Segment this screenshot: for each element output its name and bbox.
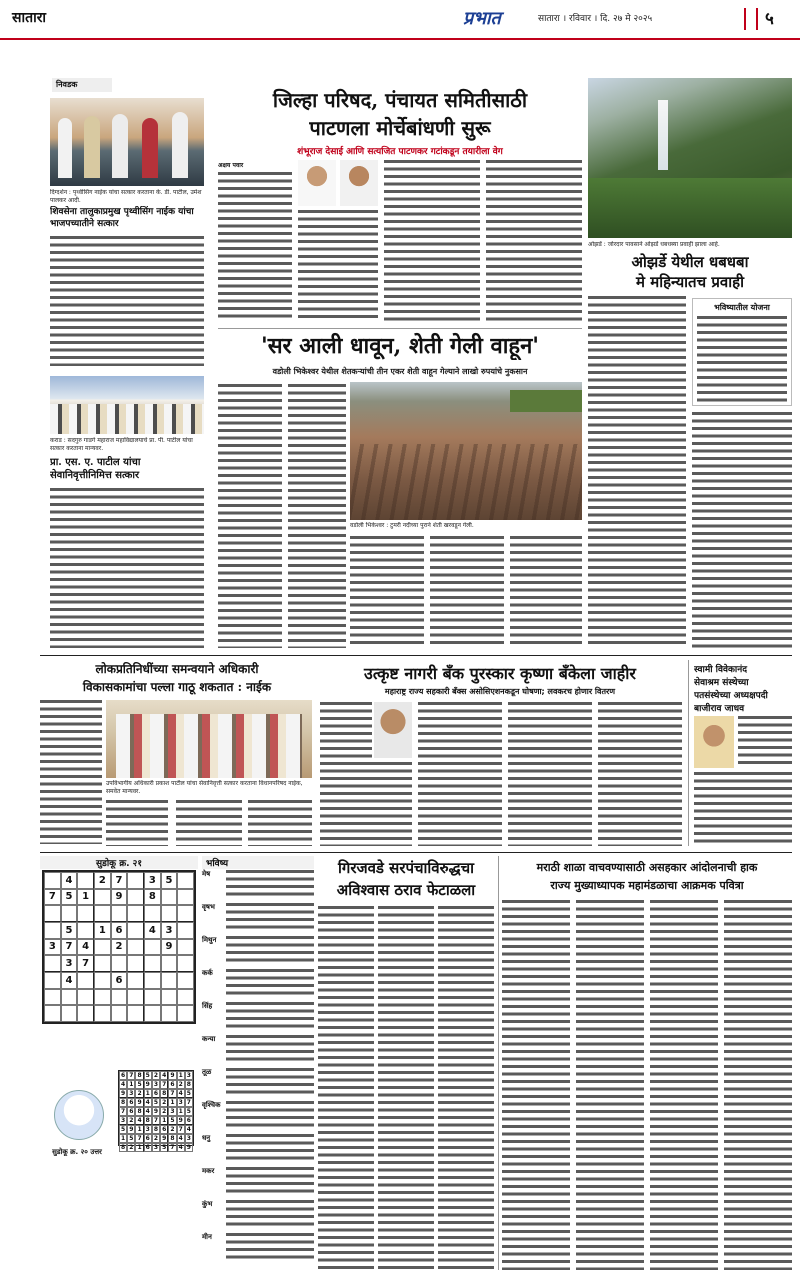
girwade-col3 [438, 906, 494, 1270]
photo-krishna-bank [374, 702, 412, 758]
sudoku-cell[interactable] [161, 989, 178, 1006]
sudoku-cell[interactable]: 5 [61, 922, 78, 939]
sudoku-answer-cell: 1 [135, 1143, 143, 1152]
horoscope-entry [202, 1101, 314, 1132]
sudoku-cell[interactable] [144, 939, 161, 956]
sudoku-cell[interactable]: 6 [111, 972, 128, 989]
second-col2 [288, 384, 346, 648]
tag-nivdak: निवडक [52, 78, 112, 92]
sudoku-cell[interactable] [77, 922, 94, 939]
sudoku-answer-cell: 8 [152, 1125, 160, 1134]
sudoku-cell[interactable] [111, 905, 128, 922]
ozarde-headline-2: मे महिन्यातच प्रवाही [636, 273, 744, 291]
second-headline: 'सर आली धावून, शेती गेली वाहून' [260, 333, 540, 359]
horoscope-text [226, 1002, 314, 1032]
sudoku-cell[interactable] [127, 872, 144, 889]
article-left1 [50, 236, 204, 366]
sudoku-cell[interactable] [94, 989, 111, 1006]
edition-line: सातारा । रविवार । दि. २७ मे २०२५ [538, 14, 653, 24]
sudoku-cell[interactable] [127, 939, 144, 956]
sudoku-cell[interactable] [44, 872, 61, 889]
sudoku-answer-cell: 1 [177, 1107, 185, 1116]
sudoku-answer-cell: 2 [160, 1098, 168, 1107]
sudoku-answer-cell: 4 [144, 1098, 152, 1107]
sudoku-answer-cell: 7 [135, 1134, 143, 1143]
photo-group-college [50, 376, 204, 434]
horoscope-sign: धनु [202, 1134, 211, 1142]
lead-headline-2: पाटणला मोर्चेबांधणी सुरू [309, 116, 491, 140]
sudoku-cell[interactable]: 2 [111, 939, 128, 956]
sudoku-cell[interactable]: 3 [44, 939, 61, 956]
horoscope-sign: कुंभ [202, 1200, 213, 1208]
sudoku-answer-cell: 9 [185, 1143, 193, 1152]
horoscope-text [226, 1233, 314, 1263]
sudoku-answer-cell: 8 [135, 1071, 143, 1080]
sudoku-answer-cell: 5 [152, 1098, 160, 1107]
photo-shambhuraj-desai [298, 160, 336, 206]
sudoku-cell[interactable] [127, 922, 144, 939]
sudoku-cell[interactable]: 7 [111, 872, 128, 889]
naik-headline-1: लोकप्रतिनिधींच्या समन्वयाने अधिकारी [95, 662, 259, 676]
naik-col1 [40, 700, 102, 844]
horoscope-entry [202, 1035, 314, 1066]
horoscope-entry [202, 1068, 314, 1099]
sudoku-cell[interactable]: 6 [111, 922, 128, 939]
sidebar-title: भविष्यातील योजना [714, 303, 770, 312]
sudoku-cell[interactable] [44, 905, 61, 922]
photo-satyajit-patankar [340, 160, 378, 206]
sudoku-answer-cell: 5 [185, 1107, 193, 1116]
girwade-col1 [318, 906, 374, 1270]
sudoku-cell[interactable] [44, 989, 61, 1006]
sudoku-cell[interactable]: 8 [144, 889, 161, 906]
sudoku-answer-cell: 2 [152, 1134, 160, 1143]
photo-retirement-event [106, 700, 312, 778]
horoscope-sign: मकर [202, 1167, 215, 1175]
horoscope-text [226, 1101, 314, 1131]
bank-col4 [598, 702, 682, 846]
sudoku-answer-cell: 4 [160, 1071, 168, 1080]
sidebar-text [697, 316, 787, 402]
sudoku-answer-cell: 5 [185, 1089, 193, 1098]
bank-headline: उत्कृष्ट नागरी बँक पुरस्कार कृष्णा बँकेला जाहीर [364, 664, 636, 683]
horoscope-text [226, 1035, 314, 1065]
headline-left1: शिवसेना तालुकाप्रमुख पृथ्वीसिंग नाईक यांचा भाजपच्यातीने सत्कार [50, 207, 194, 229]
sudoku-cell[interactable] [61, 989, 78, 1006]
second-col1 [218, 384, 282, 648]
sudoku-answer-cell: 8 [160, 1089, 168, 1098]
sudoku-cell[interactable] [77, 905, 94, 922]
sudoku-cell[interactable] [161, 905, 178, 922]
bank-col2 [418, 702, 502, 846]
sudoku-answer-cell: 9 [135, 1098, 143, 1107]
sudoku-answer-cell: 1 [144, 1089, 152, 1098]
sudoku-cell[interactable] [177, 905, 194, 922]
sudoku-cell[interactable] [94, 955, 111, 972]
sudoku-answer-cell: 3 [185, 1134, 193, 1143]
sudoku-answer-cell: 9 [127, 1125, 135, 1134]
sudoku-answer-cell: 6 [144, 1134, 152, 1143]
section-name: सातारा [12, 10, 47, 26]
sudoku-answer-cell: 9 [177, 1116, 185, 1125]
sudoku-answer-cell: 1 [160, 1116, 168, 1125]
sudoku-answer-cell: 5 [144, 1071, 152, 1080]
ozarde-col2 [692, 412, 792, 648]
sudoku-cell[interactable] [111, 955, 128, 972]
horoscope-entry [202, 870, 314, 901]
marathi-headline-2: राज्य मुख्याध्यापक महामंडळाचा आक्रमक पवित्रा [550, 879, 744, 892]
horoscope-entry [202, 969, 314, 1000]
horoscope-entry [202, 903, 314, 934]
naik-headline-2: विकासकामांचा पल्ला गाठू शकतात : नाईक [82, 680, 272, 694]
sudoku-answer-cell: 7 [119, 1107, 127, 1116]
sudoku-answer-cell: 5 [127, 1134, 135, 1143]
marathi-col3 [650, 900, 718, 1270]
sudoku-cell[interactable]: 5 [61, 889, 78, 906]
horoscope-text [226, 903, 314, 933]
horoscope-sign: तूळ [202, 1068, 212, 1076]
page-number: ५ [765, 9, 774, 29]
sudoku-cell[interactable] [77, 972, 94, 989]
girwade-headline-2: अविश्वास ठराव फेटाळला [336, 881, 476, 899]
sudoku-answer-cell: 6 [144, 1143, 152, 1152]
swami-headline-3: पतसंस्थेच्या अध्यक्षपदी [694, 691, 768, 701]
horoscope-sign: मेष [202, 870, 211, 878]
photo-flooded-farm [350, 382, 582, 520]
sudoku-answer-cell: 6 [152, 1089, 160, 1098]
sudoku-answer-cell: 3 [168, 1107, 176, 1116]
sudoku-cell[interactable] [144, 972, 161, 989]
swami-headline-1: स्वामी विवेकानंद [694, 665, 748, 675]
swami-headline-4: बाजीराव जाधव [694, 704, 745, 714]
sudoku-answer-cell: 4 [177, 1134, 185, 1143]
sudoku-answer-cell: 2 [127, 1143, 135, 1152]
sudoku-answer-cell: 6 [127, 1107, 135, 1116]
sudoku-cell[interactable] [94, 1005, 111, 1022]
marathi-headline-1: मराठी शाळा वाचवण्यासाठी असहकार आंदोलनाची हाक [536, 861, 758, 874]
sudoku-answer-cell: 4 [119, 1080, 127, 1089]
sudoku-answer-cell: 2 [127, 1116, 135, 1125]
bank-col1 [320, 702, 372, 758]
sudoku-cell[interactable] [177, 939, 194, 956]
horoscope-text [226, 936, 314, 966]
sudoku-grid[interactable] [42, 870, 196, 1024]
horoscope-entry [202, 1134, 314, 1165]
sudoku-cell[interactable] [177, 872, 194, 889]
sudoku-answer-cell: 1 [177, 1071, 185, 1080]
sudoku-cell[interactable] [44, 955, 61, 972]
sudoku-answer-cell: 7 [152, 1116, 160, 1125]
headline-left2: प्रा. एस. ए. पाटील यांचा सेवानिवृत्तीनिमित्त सत्कार [50, 457, 141, 481]
horoscope-text [226, 1167, 314, 1197]
sudoku-answer-cell: 7 [168, 1089, 176, 1098]
sudoku-cell[interactable] [127, 889, 144, 906]
sudoku-cell[interactable] [111, 1005, 128, 1022]
sudoku-answer-cell: 8 [144, 1116, 152, 1125]
sudoku-answer-cell: 2 [160, 1107, 168, 1116]
horoscope-title: भविष्य [202, 856, 314, 869]
sudoku-cell[interactable] [177, 1005, 194, 1022]
sudoku-answer-cell: 8 [135, 1107, 143, 1116]
second-col5 [510, 536, 582, 648]
sudoku-answer-cell: 2 [152, 1071, 160, 1080]
sudoku-answer-cell: 9 [144, 1080, 152, 1089]
sudoku-answer-cell: 9 [160, 1134, 168, 1143]
masthead-logo: प्रभात [463, 8, 501, 29]
sudoku-cell[interactable] [44, 1005, 61, 1022]
sudoku-cell[interactable] [127, 989, 144, 1006]
sudoku-answer-cell: 2 [168, 1125, 176, 1134]
sudoku-answer-cell: 4 [177, 1143, 185, 1152]
photo-bajirao-jadhav [694, 716, 734, 768]
bank-col1b [320, 762, 412, 846]
sudoku-answer-cell: 7 [177, 1125, 185, 1134]
masthead [0, 0, 800, 40]
sudoku-cell[interactable]: 9 [161, 939, 178, 956]
horoscope-entry [202, 1200, 314, 1231]
naik-col4 [248, 800, 312, 846]
sudoku-cell[interactable]: 7 [44, 889, 61, 906]
horoscope-list [202, 870, 314, 1270]
second-col3 [350, 536, 424, 648]
caption-ozarde: ओझर्डे : जोरदार पावसाने ओझर्डे धबधब्या प्रवाही झाला आहे. [588, 241, 720, 248]
sudoku-cell[interactable] [61, 1005, 78, 1022]
sudoku-answer-cell: 4 [177, 1089, 185, 1098]
sudoku-answer-cell: 7 [160, 1080, 168, 1089]
sudoku-answer-cell: 5 [135, 1080, 143, 1089]
sudoku-answer-grid [118, 1070, 194, 1151]
horoscope-text [226, 1134, 314, 1164]
sudoku-mascot [54, 1090, 104, 1140]
sudoku-cell[interactable] [177, 972, 194, 989]
sudoku-cell[interactable] [177, 989, 194, 1006]
photo-felicitation-naik [50, 98, 204, 186]
sudoku-cell[interactable] [161, 972, 178, 989]
sudoku-answer-cell: 9 [152, 1107, 160, 1116]
sudoku-answer-cell: 8 [119, 1098, 127, 1107]
caption-naik: उपविभागीय अधिकारी प्रकाश पाटील यांचा सेवानिवृत्ती सत्कार करताना विधानपरिषद नाईक, समवेत मान्यवर. [106, 780, 303, 795]
sudoku-answer-cell: 1 [168, 1098, 176, 1107]
sudoku-answer-cell: 4 [135, 1116, 143, 1125]
sudoku-cell[interactable] [161, 889, 178, 906]
sudoku-cell[interactable]: 4 [61, 972, 78, 989]
sudoku-cell[interactable]: 7 [77, 955, 94, 972]
sudoku-answer-cell: 6 [119, 1071, 127, 1080]
bank-subhead: महाराष्ट्र राज्य सहकारी बँक्स असोसिएशनकडून घोषणा; लवकरच होणार वितरण [384, 687, 616, 696]
sudoku-answer-cell: 1 [135, 1125, 143, 1134]
sudoku-cell[interactable] [161, 955, 178, 972]
rule-marathi [498, 856, 499, 1270]
sudoku-cell[interactable] [127, 955, 144, 972]
ozarde-headline-1: ओझर्डे येथील धबधबा [631, 253, 749, 271]
horoscope-text [226, 1068, 314, 1098]
rule-second-top [218, 328, 582, 329]
sudoku-answer-cell: 3 [185, 1071, 193, 1080]
girwade-col2 [378, 906, 434, 1270]
horoscope-entry [202, 1233, 314, 1264]
sudoku-cell[interactable]: 3 [144, 872, 161, 889]
sudoku-answer-cell: 2 [135, 1089, 143, 1098]
horoscope-sign: सिंह [202, 1002, 213, 1010]
sudoku-answer-cell: 7 [185, 1098, 193, 1107]
caption-left2: कराड : सदगुरु गाडगे महाराज महाविद्यालयाचे प्रा. पी. पाटील यांचा सत्कार करताना मान्यवर. [50, 437, 193, 452]
sudoku-answer-cell: 3 [152, 1143, 160, 1152]
sudoku-cell[interactable]: 1 [94, 922, 111, 939]
sudoku-cell[interactable] [77, 872, 94, 889]
sudoku-answer-cell: 6 [127, 1098, 135, 1107]
naik-col2 [106, 800, 168, 846]
naik-col3 [176, 800, 242, 846]
sudoku-answer-cell: 9 [119, 1089, 127, 1098]
horoscope-sign: कर्क [202, 969, 213, 977]
rule-swami [688, 660, 689, 846]
sudoku-answer-cell: 8 [185, 1080, 193, 1089]
sudoku-answer-cell: 6 [168, 1080, 176, 1089]
sudoku-cell[interactable] [161, 1005, 178, 1022]
sudoku-cell[interactable] [61, 905, 78, 922]
lead-col2 [298, 210, 378, 322]
sudoku-answer-cell: 6 [185, 1116, 193, 1125]
marathi-col4 [724, 900, 792, 1270]
sudoku-cell[interactable] [94, 939, 111, 956]
sudoku-cell[interactable]: 3 [61, 955, 78, 972]
lead-byline: अक्षय पवार [218, 162, 244, 169]
sudoku-cell[interactable] [111, 989, 128, 1006]
lead-col4 [486, 160, 582, 322]
horoscope-text [226, 1200, 314, 1230]
horoscope-text [226, 870, 314, 900]
sudoku-answer-title: सुडोकू क्र. २० उत्तर [52, 1148, 102, 1156]
sudoku-cell[interactable] [144, 989, 161, 1006]
sudoku-cell[interactable] [127, 972, 144, 989]
sudoku-answer-cell: 1 [127, 1080, 135, 1089]
sudoku-cell[interactable]: 9 [111, 889, 128, 906]
sudoku-cell[interactable]: 4 [61, 872, 78, 889]
ozarde-col1 [588, 296, 686, 648]
sudoku-answer-cell: 3 [119, 1116, 127, 1125]
sudoku-answer-cell: 8 [119, 1143, 127, 1152]
horoscope-sign: वृश्चिक [202, 1101, 221, 1109]
sudoku-cell[interactable] [77, 1005, 94, 1022]
caption-farm: वडोली भिकेश्वर : टुमरी नदीच्या पुराने शेती खरवडून गेली. [350, 522, 474, 529]
sudoku-cell[interactable] [44, 972, 61, 989]
rule-middle [40, 655, 792, 656]
horoscope-sign: मीन [202, 1233, 212, 1241]
sudoku-cell[interactable] [127, 1005, 144, 1022]
girwade-headline-1: गिरजवडे सरपंचाविरुद्धचा [338, 859, 474, 877]
sudoku-cell[interactable] [94, 889, 111, 906]
lead-headline-1: जिल्हा परिषद, पंचायत समितीसाठी [272, 88, 528, 112]
sudoku-answer-cell: 8 [168, 1134, 176, 1143]
second-subhead: वडोली भिकेश्वर येथील शेतकऱ्यांची तीन एकर शेती वाहून गेल्याने लाखो रुपयांचे नुकसान [272, 367, 528, 376]
rule-lower [40, 852, 792, 853]
sudoku-cell[interactable]: 3 [161, 922, 178, 939]
sudoku-answer-cell: 3 [152, 1080, 160, 1089]
sudoku-cell[interactable] [127, 905, 144, 922]
swami-col1 [738, 716, 792, 768]
swami-headline-2: सेवाश्रम संस्थेच्या [694, 678, 749, 688]
sudoku-cell[interactable] [77, 989, 94, 1006]
article-left2 [50, 488, 204, 648]
swami-col2 [694, 772, 792, 846]
sudoku-cell[interactable] [94, 972, 111, 989]
sudoku-cell[interactable] [177, 922, 194, 939]
lead-subhead: शंभूराज देसाई आणि सत्यजित पाटणकर गटांकडून तयारीला वेग [297, 147, 503, 157]
sudoku-answer-cell: 1 [119, 1134, 127, 1143]
sudoku-answer-cell: 4 [144, 1107, 152, 1116]
sudoku-cell[interactable]: 4 [77, 939, 94, 956]
horoscope-sign: वृषभ [202, 903, 215, 911]
second-col4 [430, 536, 504, 648]
sudoku-title: सुडोकू क्र. २१ [40, 856, 198, 869]
sudoku-cell[interactable]: 2 [94, 872, 111, 889]
sudoku-answer-cell: 5 [119, 1125, 127, 1134]
sudoku-answer-cell: 2 [177, 1080, 185, 1089]
page-number-bars [744, 8, 758, 30]
sudoku-cell[interactable] [94, 905, 111, 922]
sudoku-cell[interactable] [144, 955, 161, 972]
lead-col1 [218, 172, 292, 322]
sudoku-answer-cell: 5 [168, 1116, 176, 1125]
sudoku-cell[interactable]: 1 [77, 889, 94, 906]
horoscope-sign: मिथुन [202, 936, 217, 944]
photo-ozarde-waterfall [588, 78, 792, 238]
horoscope-entry [202, 1002, 314, 1033]
sudoku-cell[interactable]: 4 [144, 922, 161, 939]
sudoku-answer-cell: 7 [127, 1071, 135, 1080]
horoscope-entry [202, 1167, 314, 1198]
lead-col3 [384, 160, 480, 322]
sudoku-answer-cell: 3 [144, 1125, 152, 1134]
sudoku-answer-cell: 6 [160, 1125, 168, 1134]
sudoku-cell[interactable] [177, 889, 194, 906]
sudoku-answer-cell: 4 [185, 1125, 193, 1134]
bank-col3 [508, 702, 592, 846]
sudoku-cell[interactable] [144, 905, 161, 922]
horoscope-sign: कन्या [202, 1035, 216, 1043]
sudoku-cell[interactable] [144, 1005, 161, 1022]
caption-left1: दिग्दर्शन : पृथ्वीसिंग नाईक यांचा सत्कार करताना के. डी. पाटील, उमेश पालकर आदी. [50, 189, 202, 204]
sudoku-cell[interactable] [44, 922, 61, 939]
sudoku-answer-cell: 5 [160, 1143, 168, 1152]
sudoku-cell[interactable]: 7 [61, 939, 78, 956]
marathi-col2 [576, 900, 644, 1270]
sudoku-cell[interactable]: 5 [161, 872, 178, 889]
horoscope-text [226, 969, 314, 999]
horoscope-entry [202, 936, 314, 967]
sudoku-cell[interactable] [177, 955, 194, 972]
marathi-col1 [502, 900, 570, 1270]
sudoku-answer-cell: 9 [168, 1071, 176, 1080]
sudoku-answer-cell: 3 [177, 1098, 185, 1107]
sudoku-answer-cell: 7 [168, 1143, 176, 1152]
sudoku-answer-cell: 3 [127, 1089, 135, 1098]
